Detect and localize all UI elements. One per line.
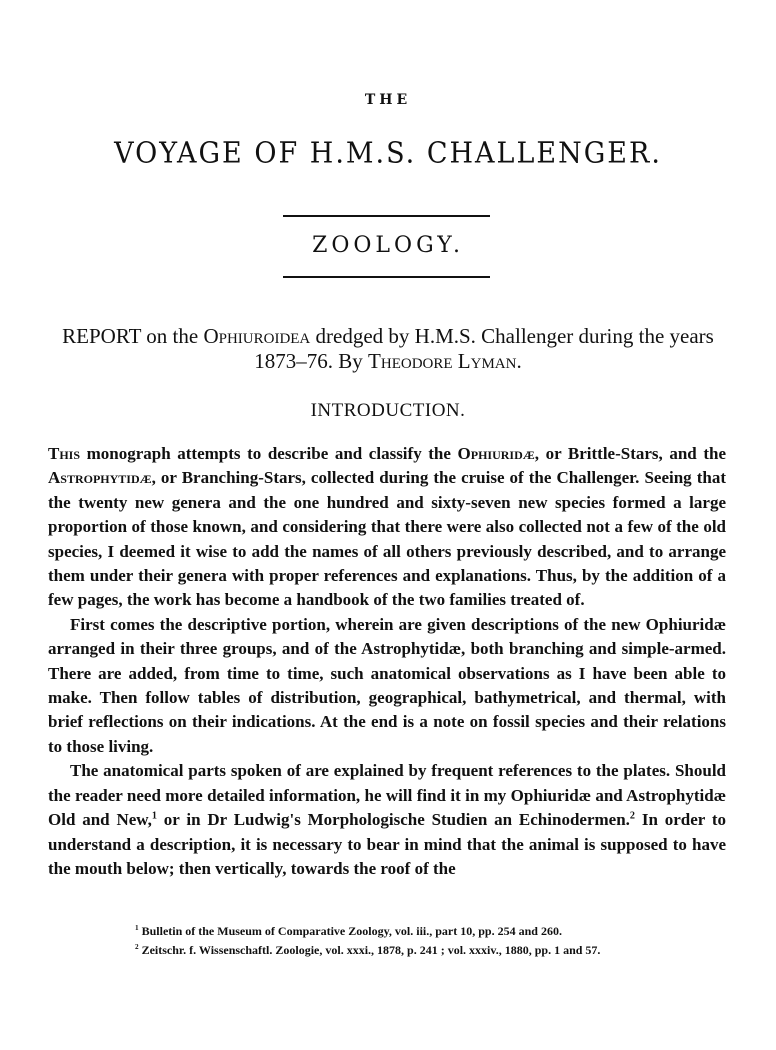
body-text (48, 442, 726, 881)
paragraph-3-text-b: or in Dr Ludwig's Morphologische Studien an Echinodermen. (156, 810, 630, 830)
title-prefix: THE (364, 92, 412, 108)
page-title: VOYAGE OF H.M.S. CHALLENGER. (114, 136, 662, 171)
footnote-ref-1: 1 (151, 810, 157, 822)
paragraph-3-text-a: The anatomical parts spoken of are explained by frequent references to the plates. Should the reader need more detailed information, he will find it in my Ophiuridæ and Astrophytidæ Old and New, (48, 761, 726, 830)
top-rule (283, 215, 490, 217)
footnote (135, 941, 735, 960)
report-end: . (516, 349, 522, 373)
footnote-mark: 2 (135, 943, 139, 951)
footnote-mark: 1 (135, 924, 139, 932)
ophiuridae-term: Ophiuridæ (457, 444, 535, 463)
footnote-text: Zeitschr. f. Wissenschaftl. Zoologie, vol. xxxi., 1878, p. 241 ; vol. xxxiv., 1880, pp. 1 and 57. (138, 943, 601, 957)
report-middle: dredged by H.M.S. Challenger during the years 1873–76. By (254, 324, 714, 373)
footnote-ref-2: 2 (629, 810, 635, 822)
paragraph-1-text-b: , or Brittle-Stars, and the (534, 444, 726, 463)
report-author: Theodore Lyman (368, 349, 517, 373)
paragraph-1-lead: This (48, 444, 81, 463)
paragraph-1-text-c: , or Branching-Stars, collected during the cruise of the Challenger. Seeing that the twenty new genera and the one hundred and sixty-seven new species formed a large proportion of those known, and considering that there were also collected not a few of the old species, I deemed it wise to add the names of all others previously described, and to arrange them under their genera with proper references and explanations. Thus, by the addition of a few pages, the work has become a handbook of the two families treated of. (48, 468, 726, 610)
report-prefix: REPORT on the (62, 324, 204, 348)
bottom-rule (283, 276, 490, 278)
footnotes (135, 922, 735, 960)
report-subject: Ophiuroidea (203, 324, 311, 348)
report-heading (48, 324, 728, 374)
paragraph-2: First comes the descriptive portion, wherein are given descriptions of the new Ophiuridæ arranged in their three groups, and of the Astrophytidæ, both branching and simple-armed. There are added, from time to time, such anatomical observations as I have been able to make. Then follow tables of distribution, geographical, bathymetrical, and thermal, with brief reflections on their indications. At the end is a note on fossil species and their relations to those living. (48, 614, 726, 756)
footnote (135, 922, 735, 941)
section-title: ZOOLOGY. (312, 233, 464, 258)
paragraph-1-text-a: monograph attempts to describe and classify the (80, 444, 458, 463)
astrophytidae-term: Astrophytidæ (48, 468, 152, 488)
footnote-text: Bulletin of the Museum of Comparative Zoology, vol. iii., part 10, pp. 254 and 260. (138, 924, 562, 938)
paragraph-3 (48, 759, 726, 881)
paragraph-3-text-c: In order to understand a description, it is necessary to bear in mind that the animal is supposed to have the mouth below; then vertically, towards the roof of the (48, 810, 726, 878)
paragraph-1 (48, 442, 726, 613)
introduction-heading: INTRODUCTION. (310, 400, 466, 421)
